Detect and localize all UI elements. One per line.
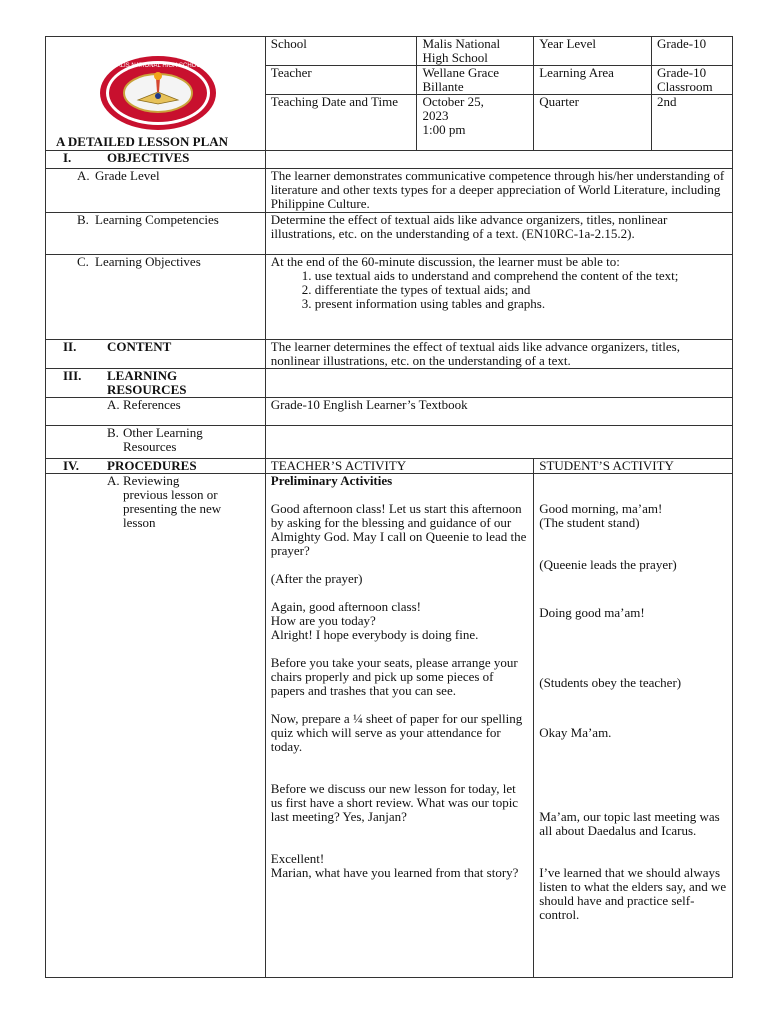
- competencies-text: Determine the effect of textual aids like advance organizers, titles, nonlinear illustrations, etc. on the understanding of a text. (EN10RC-1a-2.15.2).: [265, 213, 732, 255]
- list-item: 1. use textual aids to understand and comprehend the content of the text;: [315, 269, 727, 283]
- reviewing-label: A. Reviewing previous lesson or presenting the new lesson: [46, 474, 266, 978]
- learning-area-label: Learning Area: [534, 66, 652, 95]
- year-level-label: Year Level: [534, 37, 652, 66]
- teacher-activity: [265, 474, 533, 978]
- date-value: October 25, 2023 1:00 pm: [417, 95, 534, 151]
- competencies-label: B. Learning Competencies: [46, 213, 266, 255]
- student-line: Good morning, ma’am!: [539, 501, 663, 516]
- student-line: (The student stand): [539, 515, 640, 530]
- student-line: Ma’am, our topic last meeting was all about Daedalus and Icarus.: [539, 809, 720, 838]
- content-heading: II. CONTENT: [46, 340, 266, 369]
- preliminary-heading: Preliminary Activities: [270, 473, 393, 488]
- student-activity: [534, 474, 733, 978]
- teacher-line: (After the prayer): [270, 571, 363, 586]
- year-level-value: Grade-10: [652, 37, 733, 66]
- resources-heading: III. LEARNING RESOURCES: [46, 369, 266, 398]
- student-line: Okay Ma’am.: [539, 725, 612, 740]
- learning-area-value: Grade-10 Classroom: [652, 66, 733, 95]
- teacher-activity-header: TEACHER’S ACTIVITY: [265, 459, 533, 474]
- header-logo-cell: [46, 37, 266, 151]
- teacher-line: How are you today?: [270, 613, 376, 628]
- learning-objectives-text: At the end of the 60-minute discussion, the learner must be able to: 1. use textual aids to understand and comprehend the content of the text; 2. differentiate the types of textual aids; and 3. present information using tables and graphs.: [265, 255, 732, 340]
- student-line: I’ve learned that we should always listen to what the elders say, and we should have and practice self-control.: [539, 865, 727, 922]
- teacher-line: Before we discuss our new lesson for today, let us first have a short review. What was our topic last meeting? Yes, Janjan?: [270, 781, 519, 824]
- list-item: 3. present information using tables and graphs.: [315, 297, 727, 311]
- student-activity-header: STUDENT’S ACTIVITY: [534, 459, 733, 474]
- objective-list: [271, 269, 727, 311]
- quarter-value: 2nd: [652, 95, 733, 151]
- content-text: The learner determines the effect of textual aids like advance organizers, titles, nonlinear illustrations, etc. on the understanding of a text.: [265, 340, 732, 369]
- lesson-plan-table: [45, 36, 733, 978]
- references-text: Grade-10 English Learner’s Textbook: [265, 398, 732, 426]
- list-item: 2. differentiate the types of textual aids; and: [315, 283, 727, 297]
- procedures-heading: IV. PROCEDURES: [46, 459, 266, 474]
- teacher-line: Excellent!: [270, 851, 325, 866]
- teacher-line: Now, prepare a ¼ sheet of paper for our spelling quiz which will serve as your attendance for today.: [270, 711, 523, 754]
- teacher-label: Teacher: [265, 66, 417, 95]
- date-label: Teaching Date and Time: [265, 95, 417, 151]
- student-line: Doing good ma’am!: [539, 605, 645, 620]
- quarter-label: Quarter: [534, 95, 652, 151]
- references-label: A. References: [46, 398, 266, 426]
- objectives-heading: I. OBJECTIVES: [46, 151, 266, 169]
- teacher-line: Again, good afternoon class!: [270, 599, 421, 614]
- other-resources-label: B. Other Learning Resources: [46, 426, 266, 459]
- student-line: (Queenie leads the prayer): [539, 557, 677, 572]
- teacher-line: Marian, what have you learned from that story?: [270, 865, 519, 880]
- plan-title: A DETAILED LESSON PLAN: [56, 134, 229, 149]
- teacher-value: Wellane Grace Billante: [417, 66, 534, 95]
- svg-text:MALIS NATIONAL HIGH SCHOOL: MALIS NATIONAL HIGH SCHOOL: [111, 63, 205, 69]
- teacher-line: Before you take your seats, please arrange your chairs properly and pick up some pieces of papers and trashes that you can see.: [270, 655, 518, 698]
- teacher-line: Good afternoon class! Let us start this afternoon by asking for the blessing and guidance of our Almighty God. May I call on Queenie to lead the prayer?: [270, 501, 527, 558]
- student-line: (Students obey the teacher): [539, 675, 682, 690]
- school-label: School: [265, 37, 417, 66]
- grade-level-label: A. Grade Level: [46, 169, 266, 213]
- school-value: Malis National High School: [417, 37, 534, 66]
- grade-level-text: The learner demonstrates communicative competence through his/her understanding of literature and other texts types for a deeper appreciation of World Literature, including Philippine Culture.: [265, 169, 732, 213]
- teacher-line: Alright! I hope everybody is doing fine.: [270, 627, 479, 642]
- learning-objectives-label: C. Learning Objectives: [46, 255, 266, 340]
